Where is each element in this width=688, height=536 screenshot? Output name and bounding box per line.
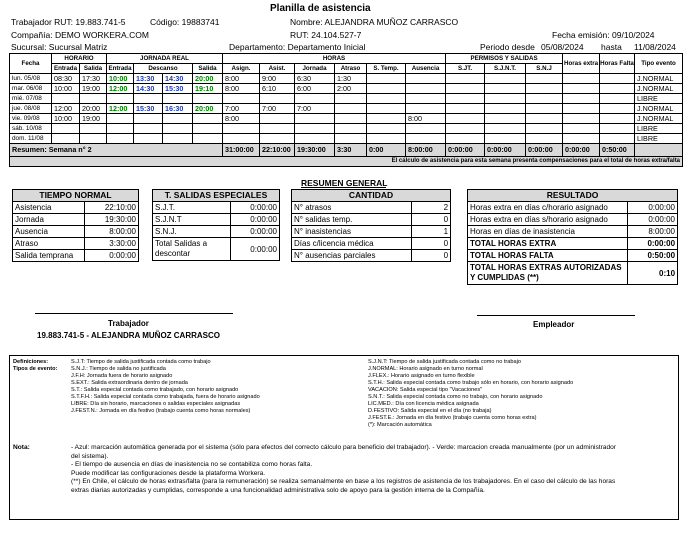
cell-d1 [134, 134, 163, 144]
cell-d2 [163, 134, 193, 144]
cell-sjnt [485, 84, 526, 94]
worker-code: Código: 19883741 [150, 17, 220, 27]
cell-hext [563, 84, 600, 94]
cell-jornada [295, 134, 335, 144]
cell-sjt [446, 114, 485, 124]
cell-fecha: mar. 06/08 [10, 84, 52, 94]
cell-r-sal [193, 94, 223, 104]
summary-row-value: 0:00:00 [628, 238, 678, 250]
table-row [10, 104, 683, 114]
note-line: del sistema). [71, 452, 109, 460]
definition-item: S.T.H.: Salida especial contada como trabajo sólo en horario, con horario asignado [368, 380, 574, 386]
cell-snj [526, 84, 563, 94]
cell-d1 [134, 114, 163, 124]
summary-row-value: 2 [412, 202, 451, 214]
cell-fecha: sáb. 10/08 [10, 124, 52, 134]
cell-atraso [335, 124, 367, 134]
summary-row-label: S.J.T. [153, 202, 231, 214]
cell-fecha: dom. 11/08 [10, 134, 52, 144]
cell-r-ent: 12:00 [107, 84, 134, 94]
summary-row-label: Total Salidas a descontar [153, 238, 231, 261]
cell-tipo: J.NORMAL [635, 84, 683, 94]
summary-row [13, 226, 139, 238]
table-row [10, 114, 683, 124]
col-horas-falta: Horas Falta [600, 54, 635, 74]
cell-asign [223, 94, 260, 104]
summary-row-value: 3:30:00 [85, 238, 139, 250]
sub-sjnt: S.J.N.T. [485, 64, 526, 74]
cell-fecha: jue. 08/08 [10, 104, 52, 114]
definition-item: (*): Marcación automática [368, 422, 432, 428]
company-name: Compañía: DEMO WORKERA.COM [11, 30, 149, 40]
cell-asist [260, 114, 295, 124]
cell-tipo: LIBRE [635, 124, 683, 134]
cell-atraso [335, 114, 367, 124]
cell-d1 [134, 94, 163, 104]
cell-fecha: lun. 05/08 [10, 74, 52, 84]
summary-row-value: 0 [412, 250, 451, 262]
cell-asist [260, 124, 295, 134]
summary-atraso: 3:30 [335, 144, 367, 157]
cell-atraso: 2:00 [335, 84, 367, 94]
cell-ausencia [406, 124, 446, 134]
cell-h-sal: 17:30 [80, 74, 107, 84]
note-line: - Azul: marcación automática generada por el sistema (sólo para efectos del correcto cálculo para beneficio del trabajador). - Verde: marcacion creada manualmente (por un administrador [71, 444, 616, 451]
cell-sjt [446, 74, 485, 84]
cell-jornada [295, 94, 335, 104]
definition-item: S.N.T.: Salida especial contada como no trabajo, con horario asignado [368, 394, 543, 400]
summary-row [153, 202, 280, 214]
period-from: 05/08/2024 [541, 42, 584, 52]
summary-row-label: Horas extra en días c/horario asignado [468, 202, 628, 214]
summary-row-value: 22:10:00 [85, 202, 139, 214]
cell-h-ent: 10:00 [52, 84, 80, 94]
cell-sjnt [485, 124, 526, 134]
cell-jornada [295, 114, 335, 124]
summary-row [13, 238, 139, 250]
summary-asist: 22:10:00 [260, 144, 295, 157]
summary-row-value: 0:00:00 [628, 202, 678, 214]
cell-h-sal [80, 94, 107, 104]
cell-asign: 8:00 [223, 74, 260, 84]
summary-row [153, 214, 280, 226]
cell-snj [526, 134, 563, 144]
cell-sjt [446, 84, 485, 94]
cell-jornada: 6:30 [295, 74, 335, 84]
cell-hfal [600, 124, 635, 134]
table-row [10, 84, 683, 94]
sub-asign: Asign. [223, 64, 260, 74]
summary-row [468, 262, 678, 285]
table-row [10, 134, 683, 144]
summary-tipo [635, 144, 683, 157]
sub-ausencia: Ausencia [406, 64, 446, 74]
cell-asist [260, 134, 295, 144]
sub-entrada: Entrada [52, 64, 80, 74]
summary-row-value: 0:10 [628, 262, 678, 285]
cell-d2: 15:30 [163, 84, 193, 94]
cell-r-ent: 10:00 [107, 74, 134, 84]
cell-h-ent: 08:30 [52, 74, 80, 84]
resumen-underline [301, 187, 386, 188]
summary-row-label: TOTAL HORAS FALTA [468, 250, 628, 262]
summary-label: Resumen: Semana n° 2 [10, 144, 223, 157]
note-label: Nota: [13, 444, 30, 451]
cell-stemp [367, 84, 406, 94]
cell-sjnt [485, 104, 526, 114]
cell-sjt [446, 124, 485, 134]
cell-ausencia [406, 74, 446, 84]
summary-row [468, 238, 678, 250]
summary-snj: 0:00:00 [526, 144, 563, 157]
cell-atraso [335, 134, 367, 144]
cell-hfal [600, 94, 635, 104]
definition-item: S.EXT.: Salida extraordinaria dentro de jornada [71, 380, 188, 386]
cell-snj [526, 94, 563, 104]
summary-row-label: Atraso [13, 238, 85, 250]
branch: Sucursal: Sucursal Matriz [11, 42, 108, 52]
summary-row [468, 250, 678, 262]
summary-row [292, 226, 451, 238]
cell-hext [563, 104, 600, 114]
note-line: Puede modificar las configuraciones desde la plataforma Workera. [71, 469, 266, 477]
cell-d1: 15:30 [134, 104, 163, 114]
cell-tipo: LIBRE [635, 134, 683, 144]
sub-jornada: Jornada [295, 64, 335, 74]
summary-row-label: TOTAL HORAS EXTRA [468, 238, 628, 250]
definition-item: S.T.: Salida especial contada como trabajado, con horario asignado [71, 387, 239, 393]
summary-row-value: 0:50:00 [628, 250, 678, 262]
summary-row [13, 202, 139, 214]
cell-d1: 14:30 [134, 84, 163, 94]
cell-hext [563, 134, 600, 144]
cell-ausencia [406, 104, 446, 114]
cell-stemp [367, 134, 406, 144]
summary-row-value: 0:00:00 [231, 202, 280, 214]
cell-h-ent: 10:00 [52, 114, 80, 124]
summary-row-value: 1 [412, 226, 451, 238]
summary-row-label: Asistencia [13, 202, 85, 214]
definitions-box [9, 355, 679, 520]
worker-name: Nombre: ALEJANDRA MUÑOZ CARRASCO [290, 17, 459, 27]
cell-stemp [367, 114, 406, 124]
cell-hfal [600, 74, 635, 84]
summary-row-value: 0 [412, 238, 451, 250]
sub-atraso: Atraso [335, 64, 367, 74]
cell-h-ent [52, 94, 80, 104]
col-tipo-evento: Tipo evento [635, 54, 683, 74]
tiempo-normal-table [12, 189, 139, 262]
cell-stemp [367, 94, 406, 104]
cell-asign [223, 134, 260, 144]
cell-stemp [367, 104, 406, 114]
cell-hfal [600, 104, 635, 114]
cell-snj [526, 74, 563, 84]
cell-snj [526, 114, 563, 124]
cell-asist: 7:00 [260, 104, 295, 114]
compensation-note: El cálculo de asistencia para esta semana presenta compensaciones para el total de horas extra/falta [10, 157, 683, 167]
salidas-especiales-table [152, 189, 280, 261]
period-to: 11/08/2024 [634, 42, 676, 52]
sub-entrada-real: Entrada [108, 65, 132, 72]
cell-r-ent: 12:00 [107, 104, 134, 114]
table-row [10, 74, 683, 84]
period-to-label: hasta [601, 42, 622, 52]
cell-atraso: 1:30 [335, 74, 367, 84]
sub-descanso: Descanso [134, 64, 193, 74]
table-row [10, 124, 683, 134]
group-jornada-real: JORNADA REAL [107, 54, 223, 64]
cell-asign [223, 124, 260, 134]
cell-asign: 7:00 [223, 104, 260, 114]
cell-tipo: J.NORMAL [635, 114, 683, 124]
period-label: Periodo desde [480, 42, 535, 52]
cell-hfal [600, 134, 635, 144]
cell-r-ent [107, 124, 134, 134]
cantidad-table [291, 189, 451, 262]
cell-r-sal [193, 124, 223, 134]
tiempo-normal-title: TIEMPO NORMAL [13, 190, 139, 202]
sub-asist: Asist. [260, 64, 295, 74]
summary-row-value: 8:00:00 [85, 226, 139, 238]
cell-h-ent [52, 134, 80, 144]
definition-item: LIC.MED.: Día con licencia médica asignada [368, 401, 479, 407]
cell-sjnt [485, 134, 526, 144]
summary-hfal: 0:50:00 [600, 144, 635, 157]
resultado-table [467, 189, 678, 285]
cell-r-sal: 20:00 [193, 74, 223, 84]
definition-item: J.FEST.N.: Jornada en día festivo (trabajo cuenta como horas normales) [71, 408, 251, 414]
cell-ausencia [406, 84, 446, 94]
summary-row [468, 214, 678, 226]
summary-row-label: Salida temprana [13, 250, 85, 262]
summary-row-value: 0 [412, 214, 451, 226]
worker-rut: Trabajador RUT: 19.883.741-5 [11, 17, 126, 27]
col-fecha: Fecha [10, 54, 52, 74]
cell-fecha: mié. 07/08 [10, 94, 52, 104]
cell-d2 [163, 124, 193, 134]
cell-d1 [134, 124, 163, 134]
summary-row-value: 0:00:00 [85, 250, 139, 262]
summary-row [292, 250, 451, 262]
cell-ausencia: 8:00 [406, 114, 446, 124]
summary-row-label: S.N.J. [153, 226, 231, 238]
summary-ausencia: 8:00:00 [406, 144, 446, 157]
cell-asist [260, 94, 295, 104]
cell-jornada: 7:00 [295, 104, 335, 114]
cell-d2: 16:30 [163, 104, 193, 114]
summary-row-value: 8:00:00 [628, 226, 678, 238]
issue-date: Fecha emisión: 09/10/2024 [552, 30, 655, 40]
definition-item: J.NORMAL: Horario asignado en turno normal [368, 366, 483, 372]
cell-stemp [367, 124, 406, 134]
cell-d1: 13:30 [134, 74, 163, 84]
summary-row [153, 226, 280, 238]
summary-sjt: 0:00:00 [446, 144, 485, 157]
cell-hext [563, 94, 600, 104]
definition-item: J.FLEX.: Horario asignado en turno flexible [368, 373, 475, 379]
summary-row-label: TOTAL HORAS EXTRAS AUTORIZADAS Y CUMPLIDAS (**) [468, 262, 628, 285]
definition-item: J.FEST.E.: Jornada en día festivo (trabajo cuenta como horas extra) [368, 415, 537, 421]
sub-snj: S.N.J [526, 64, 563, 74]
cell-hfal [600, 84, 635, 94]
summary-sjnt: 0:00:00 [485, 144, 526, 157]
definition-item: J.F.H: Jornada fuera de horario asignado [71, 373, 173, 379]
page-title: Planilla de asistencia [270, 3, 371, 14]
definition-item: S.J.N.T: Tiempo de salida justificada contada como no trabajo [368, 359, 521, 365]
summary-row-label: N° salidas temp. [292, 214, 412, 226]
cell-d2 [163, 114, 193, 124]
definition-item: S.J.T: Tiempo de salida justificada contada como trabajo [71, 359, 211, 365]
cell-snj [526, 124, 563, 134]
sub-stemp: S. Temp. [367, 64, 406, 74]
group-horario: HORARIO [52, 54, 107, 64]
cell-jornada: 6:00 [295, 84, 335, 94]
cantidad-title: CANTIDAD [292, 190, 451, 202]
summary-row [292, 202, 451, 214]
summary-row-label: Jornada [13, 214, 85, 226]
definitions-label: Definiciones: [13, 359, 49, 365]
cell-r-sal: 20:00 [193, 104, 223, 114]
cell-asign: 8:00 [223, 114, 260, 124]
cell-asist: 9:00 [260, 74, 295, 84]
summary-row-label: Horas extra en días s/horario asignado [468, 214, 628, 226]
definition-item: LIBRE: Día sin horario, marcaciones o salidas especiales asignadas [71, 401, 241, 407]
summary-row-value: 19:30:00 [85, 214, 139, 226]
cell-atraso [335, 94, 367, 104]
summary-row-label: Horas en días de inasistencia [468, 226, 628, 238]
summary-asign: 31:00:00 [223, 144, 260, 157]
note-line: extras diarias autorizadas y cumplidas, corresponde a una funcionalidad administrativa solo de apoyo para la gestión interna de la Compañía. [71, 486, 485, 494]
sub-salida: Salida [80, 64, 107, 74]
company-rut: RUT: 24.104.527-7 [290, 30, 362, 40]
cell-h-ent: 12:00 [52, 104, 80, 114]
cell-r-ent [107, 114, 134, 124]
resultado-title: RESULTADO [468, 190, 678, 202]
trabajador-signature-line [35, 313, 233, 314]
cell-tipo: LIBRE [635, 94, 683, 104]
salidas-especiales-title: T. SALIDAS ESPECIALES [153, 190, 280, 202]
cell-h-sal [80, 124, 107, 134]
cell-stemp [367, 74, 406, 84]
cell-h-sal: 19:00 [80, 114, 107, 124]
cell-sjnt [485, 74, 526, 84]
summary-row [292, 214, 451, 226]
summary-row [468, 226, 678, 238]
cell-r-ent [107, 94, 134, 104]
summary-stemp: 0:00 [367, 144, 406, 157]
cell-sjnt [485, 114, 526, 124]
summary-row-label: S.J.N.T [153, 214, 231, 226]
table-row [10, 94, 683, 104]
summary-row-label: N° inasistencias [292, 226, 412, 238]
definition-item: VACACION: Salida especial tipo "Vacaciones" [368, 387, 483, 393]
note-line: - El tiempo de ausencia en días de inasistencia no se contabiliza como horas falta. [71, 461, 313, 468]
summary-hext: 0:00:00 [563, 144, 600, 157]
resumen-general-title: RESUMEN GENERAL [301, 178, 388, 188]
cell-r-sal: 19:10 [193, 84, 223, 94]
cell-asist: 6:10 [260, 84, 295, 94]
trabajador-name: 19.883.741-5 - ALEJANDRA MUÑOZ CARRASCO [37, 331, 220, 340]
cell-atraso [335, 104, 367, 114]
cell-r-ent [107, 134, 134, 144]
group-horas: HORAS [223, 54, 446, 64]
summary-jornada: 19:30:00 [295, 144, 335, 157]
cell-h-sal: 20:00 [80, 104, 107, 114]
cell-ausencia [406, 94, 446, 104]
trabajador-label: Trabajador [108, 319, 149, 328]
cell-sjnt [485, 94, 526, 104]
definition-item: S.T.F.H.: Salida especial contada como trabajada, fuera de horario asignado [71, 394, 260, 400]
note-line: (**) En Chile, el cálculo de horas extras/falta (para la remuneración) se realiza semanalmente en base a los registros de asistencia de los trabajadores. En el caso del cálculo de las horas [71, 478, 616, 485]
cell-tipo: J.NORMAL [635, 104, 683, 114]
cell-fecha: vie. 09/08 [10, 114, 52, 124]
cell-jornada [295, 124, 335, 134]
summary-row-value: 0:00:00 [231, 226, 280, 238]
sub-sjt: S.JT. [446, 64, 485, 74]
cell-h-ent [52, 124, 80, 134]
empleador-signature-line [477, 315, 635, 316]
summary-row-value: 0:00:00 [628, 214, 678, 226]
cell-hext [563, 114, 600, 124]
cell-sjt [446, 104, 485, 114]
event-types-label: Tipos de evento: [13, 366, 58, 372]
summary-row-label: N° atrasos [292, 202, 412, 214]
summary-row-label: Ausencia [13, 226, 85, 238]
cell-hext [563, 124, 600, 134]
cell-asign: 8:00 [223, 84, 260, 94]
summary-row [292, 238, 451, 250]
definition-item: S.N.J.: Tiempo de salida no justificada [71, 366, 166, 372]
cell-r-sal [193, 114, 223, 124]
summary-row-value: 0:00:00 [231, 214, 280, 226]
summary-row [468, 202, 678, 214]
cell-snj [526, 104, 563, 114]
attendance-table [9, 53, 683, 167]
summary-row [153, 238, 280, 261]
summary-row-label: N° ausencias parciales [292, 250, 412, 262]
cell-h-sal [80, 134, 107, 144]
cell-ausencia [406, 134, 446, 144]
cell-d2: 14:30 [163, 74, 193, 84]
cell-h-sal: 19:00 [80, 84, 107, 94]
cell-sjt [446, 94, 485, 104]
group-permisos: PERMISOS Y SALIDAS [446, 54, 563, 64]
cell-hext [563, 74, 600, 84]
cell-hfal [600, 114, 635, 124]
definition-item: D.FESTIVO: Salida especial en el día (no trabaja) [368, 408, 492, 414]
cell-sjt [446, 134, 485, 144]
sub-salida-real: Salida [193, 64, 223, 74]
summary-row [13, 250, 139, 262]
cell-d2 [163, 94, 193, 104]
cell-r-sal [193, 134, 223, 144]
department: Departamento: Departamento Inicial [229, 42, 366, 52]
empleador-label: Empleador [533, 320, 575, 329]
summary-row-label: Días c/licencia médica [292, 238, 412, 250]
summary-row-value: 0:00:00 [231, 238, 280, 261]
summary-row [13, 214, 139, 226]
cell-tipo: J.NORMAL [635, 74, 683, 84]
col-horas-extra: Horas extra [563, 54, 600, 74]
